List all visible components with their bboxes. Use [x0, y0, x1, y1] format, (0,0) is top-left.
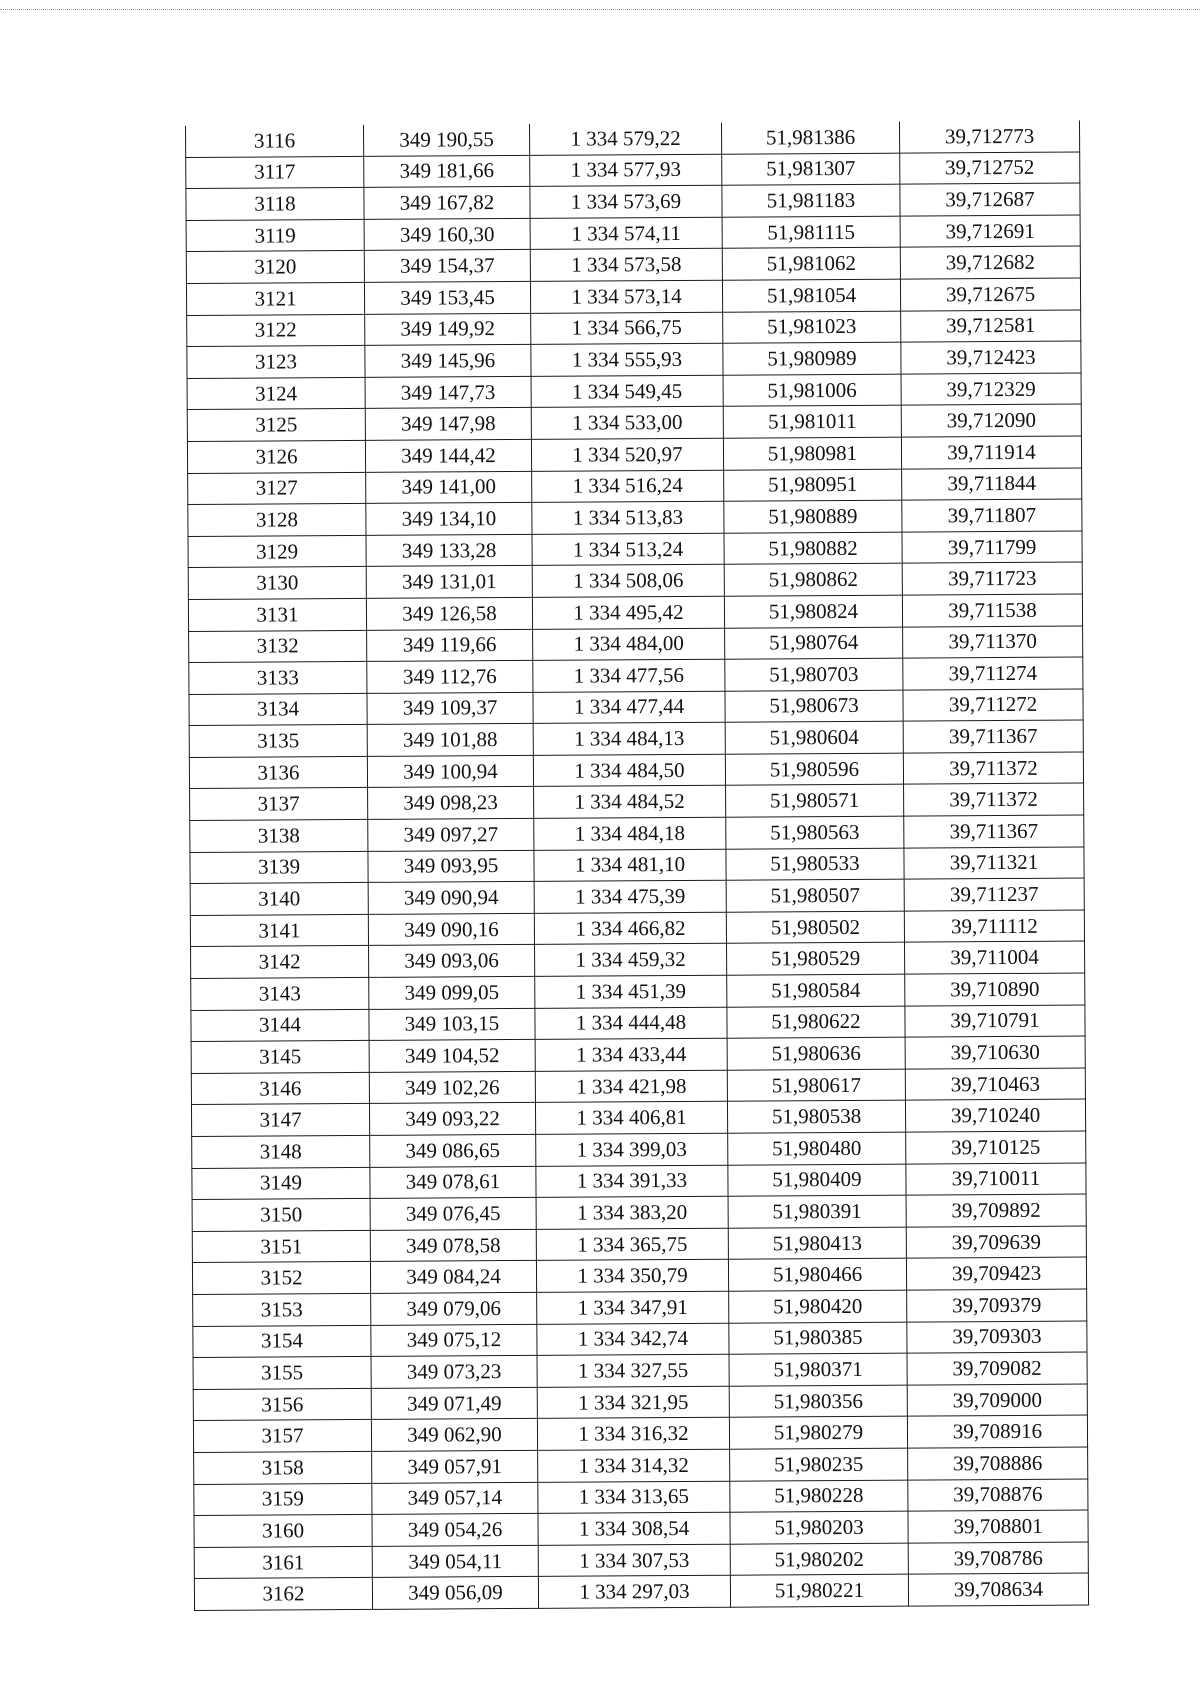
y-coordinate-cell: 1 334 484,50: [533, 754, 725, 787]
latitude-cell: 51,980889: [724, 500, 902, 533]
point-number-cell: 3162: [194, 1578, 372, 1611]
y-coordinate-cell: 1 334 314,32: [538, 1449, 730, 1482]
point-number-cell: 3154: [193, 1325, 371, 1358]
x-coordinate-cell: 349 154,37: [364, 250, 530, 283]
latitude-cell: 51,980981: [723, 437, 901, 470]
y-coordinate-cell: 1 334 477,44: [533, 691, 725, 724]
longitude-cell: 39,711807: [902, 499, 1082, 532]
y-coordinate-cell: 1 334 577,93: [530, 154, 722, 187]
y-coordinate-cell: 1 334 516,24: [532, 470, 724, 503]
longitude-cell: 39,709303: [907, 1321, 1087, 1354]
longitude-cell: 39,712675: [900, 278, 1080, 311]
x-coordinate-cell: 349 103,15: [369, 1008, 535, 1041]
point-number-cell: 3116: [185, 125, 363, 157]
longitude-cell: 39,708786: [908, 1542, 1088, 1575]
latitude-cell: 51,980235: [730, 1448, 908, 1481]
y-coordinate-cell: 1 334 444,48: [535, 1007, 727, 1040]
point-number-cell: 3133: [189, 661, 367, 694]
x-coordinate-cell: 349 131,01: [366, 566, 532, 599]
x-coordinate-cell: 349 084,24: [370, 1261, 536, 1294]
x-coordinate-cell: 349 126,58: [366, 597, 532, 630]
latitude-cell: 51,980571: [726, 785, 904, 818]
longitude-cell: 39,708886: [908, 1447, 1088, 1480]
longitude-cell: 39,711321: [904, 847, 1084, 880]
x-coordinate-cell: 349 144,42: [365, 439, 531, 472]
y-coordinate-cell: 1 334 573,14: [530, 280, 722, 313]
longitude-cell: 39,709000: [907, 1384, 1087, 1417]
x-coordinate-cell: 349 062,90: [371, 1419, 537, 1452]
point-number-cell: 3143: [191, 977, 369, 1010]
point-number-cell: 3141: [190, 914, 368, 947]
point-number-cell: 3130: [188, 567, 366, 600]
latitude-cell: 51,980203: [730, 1511, 908, 1544]
point-number-cell: 3149: [192, 1167, 370, 1200]
point-number-cell: 3131: [188, 598, 366, 631]
y-coordinate-cell: 1 334 459,32: [535, 944, 727, 977]
point-number-cell: 3142: [191, 946, 369, 979]
point-number-cell: 3153: [193, 1293, 371, 1326]
point-number-cell: 3123: [187, 346, 365, 379]
y-coordinate-cell: 1 334 451,39: [535, 975, 727, 1008]
longitude-cell: 39,712691: [900, 215, 1080, 248]
latitude-cell: 51,981006: [723, 374, 901, 407]
longitude-cell: 39,710890: [905, 973, 1085, 1006]
y-coordinate-cell: 1 334 520,97: [531, 438, 723, 471]
x-coordinate-cell: 349 098,23: [368, 787, 534, 820]
longitude-cell: 39,711272: [903, 689, 1083, 722]
table-row: [194, 1573, 1088, 1610]
longitude-cell: 39,711367: [904, 815, 1084, 848]
point-number-cell: 3137: [190, 788, 368, 821]
latitude-cell: 51,981386: [721, 122, 899, 154]
latitude-cell: 51,980221: [730, 1574, 908, 1607]
latitude-cell: 51,980356: [729, 1385, 907, 1418]
y-coordinate-cell: 1 334 421,98: [535, 1070, 727, 1103]
latitude-cell: 51,980636: [727, 1037, 905, 1070]
x-coordinate-cell: 349 073,23: [371, 1356, 537, 1389]
y-coordinate-cell: 1 334 383,20: [536, 1196, 728, 1229]
latitude-cell: 51,980420: [729, 1290, 907, 1323]
point-number-cell: 3125: [187, 409, 365, 442]
point-number-cell: 3126: [187, 440, 365, 473]
point-number-cell: 3117: [186, 156, 364, 189]
x-coordinate-cell: 349 099,05: [369, 976, 535, 1009]
x-coordinate-cell: 349 076,45: [370, 1198, 536, 1231]
longitude-cell: 39,712687: [900, 183, 1080, 216]
point-number-cell: 3159: [194, 1483, 372, 1516]
x-coordinate-cell: 349 109,37: [367, 692, 533, 725]
longitude-cell: 39,709379: [907, 1289, 1087, 1322]
x-coordinate-cell: 349 093,22: [369, 1103, 535, 1136]
point-number-cell: 3124: [187, 377, 365, 410]
point-number-cell: 3161: [194, 1546, 372, 1579]
point-number-cell: 3152: [192, 1262, 370, 1295]
y-coordinate-cell: 1 334 533,00: [531, 407, 723, 440]
x-coordinate-cell: 349 090,16: [368, 913, 534, 946]
y-coordinate-cell: 1 334 316,32: [537, 1418, 729, 1451]
x-coordinate-cell: 349 167,82: [364, 187, 530, 220]
point-number-cell: 3158: [194, 1451, 372, 1484]
point-number-cell: 3132: [189, 630, 367, 663]
x-coordinate-cell: 349 078,61: [370, 1166, 536, 1199]
longitude-cell: 39,712752: [900, 152, 1080, 185]
y-coordinate-cell: 1 334 513,24: [532, 533, 724, 566]
x-coordinate-cell: 349 104,52: [369, 1040, 535, 1073]
y-coordinate-cell: 1 334 573,69: [530, 185, 722, 218]
latitude-cell: 51,980951: [724, 469, 902, 502]
scan-top-edge: [0, 9, 1200, 10]
x-coordinate-cell: 349 078,58: [370, 1229, 536, 1262]
point-number-cell: 3151: [192, 1230, 370, 1263]
y-coordinate-cell: 1 334 466,82: [534, 912, 726, 945]
point-number-cell: 3138: [190, 819, 368, 852]
x-coordinate-cell: 349 090,94: [368, 882, 534, 915]
point-number-cell: 3134: [189, 693, 367, 726]
latitude-cell: 51,980824: [724, 595, 902, 628]
latitude-cell: 51,980413: [728, 1227, 906, 1260]
x-coordinate-cell: 349 160,30: [364, 218, 530, 251]
y-coordinate-cell: 1 334 327,55: [537, 1354, 729, 1387]
point-number-cell: 3145: [191, 1041, 369, 1074]
latitude-cell: 51,981054: [722, 279, 900, 312]
latitude-cell: 51,980533: [726, 848, 904, 881]
x-coordinate-cell: 349 147,73: [365, 376, 531, 409]
point-number-cell: 3119: [186, 219, 364, 252]
longitude-cell: 39,709639: [906, 1226, 1086, 1259]
y-coordinate-cell: 1 334 573,58: [530, 249, 722, 282]
point-number-cell: 3120: [186, 251, 364, 284]
y-coordinate-cell: 1 334 433,44: [535, 1038, 727, 1071]
y-coordinate-cell: 1 334 399,03: [536, 1133, 728, 1166]
x-coordinate-cell: 349 086,65: [370, 1134, 536, 1167]
longitude-cell: 39,711370: [903, 626, 1083, 659]
longitude-cell: 39,711372: [904, 783, 1084, 816]
x-coordinate-cell: 349 093,95: [368, 850, 534, 883]
longitude-cell: 39,710125: [906, 1131, 1086, 1164]
point-number-cell: 3144: [191, 1009, 369, 1042]
longitude-cell: 39,711844: [902, 468, 1082, 501]
latitude-cell: 51,980989: [723, 342, 901, 375]
longitude-cell: 39,712329: [901, 373, 1081, 406]
x-coordinate-cell: 349 149,92: [365, 313, 531, 346]
latitude-cell: 51,980279: [729, 1416, 907, 1449]
y-coordinate-cell: 1 334 307,53: [538, 1544, 730, 1577]
x-coordinate-cell: 349 079,06: [371, 1292, 537, 1325]
longitude-cell: 39,712090: [901, 404, 1081, 437]
longitude-cell: 39,708916: [907, 1415, 1087, 1448]
latitude-cell: 51,980391: [728, 1195, 906, 1228]
y-coordinate-cell: 1 334 484,18: [534, 817, 726, 850]
longitude-cell: 39,709082: [907, 1352, 1087, 1385]
longitude-cell: 39,711799: [902, 531, 1082, 564]
y-coordinate-cell: 1 334 406,81: [535, 1102, 727, 1135]
longitude-cell: 39,712423: [901, 341, 1081, 374]
y-coordinate-cell: 1 334 350,79: [536, 1260, 728, 1293]
latitude-cell: 51,980371: [729, 1353, 907, 1386]
x-coordinate-cell: 349 145,96: [365, 345, 531, 378]
longitude-cell: 39,712773: [899, 121, 1079, 153]
coordinates-table: [185, 121, 1089, 1611]
latitude-cell: 51,981062: [722, 248, 900, 281]
latitude-cell: 51,980385: [729, 1322, 907, 1355]
y-coordinate-cell: 1 334 495,42: [532, 596, 724, 629]
y-coordinate-cell: 1 334 313,65: [538, 1481, 730, 1514]
latitude-cell: 51,980622: [727, 1006, 905, 1039]
y-coordinate-cell: 1 334 484,52: [534, 786, 726, 819]
point-number-cell: 3121: [186, 282, 364, 315]
y-coordinate-cell: 1 334 579,22: [529, 123, 721, 155]
x-coordinate-cell: 349 100,94: [367, 755, 533, 788]
point-number-cell: 3136: [189, 756, 367, 789]
point-number-cell: 3150: [192, 1199, 370, 1232]
point-number-cell: 3118: [186, 188, 364, 221]
x-coordinate-cell: 349 141,00: [366, 471, 532, 504]
longitude-cell: 39,711367: [903, 720, 1083, 753]
latitude-cell: 51,981023: [723, 311, 901, 344]
longitude-cell: 39,710240: [905, 1099, 1085, 1132]
point-number-cell: 3129: [188, 535, 366, 568]
x-coordinate-cell: 349 102,26: [369, 1071, 535, 1104]
latitude-cell: 51,980673: [725, 690, 903, 723]
latitude-cell: 51,980480: [728, 1132, 906, 1165]
longitude-cell: 39,710791: [905, 1005, 1085, 1038]
latitude-cell: 51,980507: [726, 879, 904, 912]
longitude-cell: 39,712581: [901, 310, 1081, 343]
x-coordinate-cell: 349 071,49: [371, 1387, 537, 1420]
latitude-cell: 51,980764: [725, 627, 903, 660]
longitude-cell: 39,710011: [906, 1163, 1086, 1196]
y-coordinate-cell: 1 334 475,39: [534, 880, 726, 913]
latitude-cell: 51,980466: [728, 1258, 906, 1291]
longitude-cell: 39,711237: [904, 878, 1084, 911]
y-coordinate-cell: 1 334 549,45: [531, 375, 723, 408]
x-coordinate-cell: 349 190,55: [363, 124, 529, 156]
longitude-cell: 39,711372: [903, 752, 1083, 785]
latitude-cell: 51,980502: [726, 911, 904, 944]
x-coordinate-cell: 349 133,28: [366, 534, 532, 567]
latitude-cell: 51,980617: [727, 1069, 905, 1102]
latitude-cell: 51,980409: [728, 1164, 906, 1197]
x-coordinate-cell: 349 056,09: [372, 1577, 538, 1610]
coordinates-table-body: [185, 121, 1088, 1611]
longitude-cell: 39,708634: [908, 1573, 1088, 1606]
longitude-cell: 39,711112: [904, 910, 1084, 943]
longitude-cell: 39,711538: [902, 594, 1082, 627]
point-number-cell: 3146: [191, 1072, 369, 1105]
latitude-cell: 51,980882: [724, 532, 902, 565]
point-number-cell: 3135: [189, 725, 367, 758]
latitude-cell: 51,980563: [726, 816, 904, 849]
longitude-cell: 39,711274: [903, 657, 1083, 690]
longitude-cell: 39,709892: [906, 1194, 1086, 1227]
x-coordinate-cell: 349 112,76: [367, 660, 533, 693]
x-coordinate-cell: 349 134,10: [366, 503, 532, 536]
y-coordinate-cell: 1 334 566,75: [531, 312, 723, 345]
y-coordinate-cell: 1 334 342,74: [537, 1323, 729, 1356]
longitude-cell: 39,710463: [905, 1068, 1085, 1101]
y-coordinate-cell: 1 334 555,93: [531, 343, 723, 376]
point-number-cell: 3147: [191, 1104, 369, 1137]
latitude-cell: 51,980529: [727, 943, 905, 976]
longitude-cell: 39,711723: [902, 562, 1082, 595]
point-number-cell: 3155: [193, 1357, 371, 1390]
x-coordinate-cell: 349 097,27: [368, 818, 534, 851]
latitude-cell: 51,981183: [722, 184, 900, 217]
latitude-cell: 51,981115: [722, 216, 900, 249]
point-number-cell: 3127: [188, 472, 366, 505]
point-number-cell: 3156: [193, 1388, 371, 1421]
point-number-cell: 3157: [193, 1420, 371, 1453]
latitude-cell: 51,980862: [724, 563, 902, 596]
latitude-cell: 51,980538: [727, 1101, 905, 1134]
point-number-cell: 3140: [190, 883, 368, 916]
latitude-cell: 51,980596: [725, 753, 903, 786]
latitude-cell: 51,981011: [723, 405, 901, 438]
point-number-cell: 3128: [188, 504, 366, 537]
y-coordinate-cell: 1 334 574,11: [530, 217, 722, 250]
point-number-cell: 3139: [190, 851, 368, 884]
x-coordinate-cell: 349 057,91: [372, 1450, 538, 1483]
y-coordinate-cell: 1 334 484,00: [533, 628, 725, 661]
y-coordinate-cell: 1 334 321,95: [537, 1386, 729, 1419]
y-coordinate-cell: 1 334 481,10: [534, 849, 726, 882]
y-coordinate-cell: 1 334 477,56: [533, 659, 725, 692]
y-coordinate-cell: 1 334 365,75: [536, 1228, 728, 1261]
x-coordinate-cell: 349 054,26: [372, 1513, 538, 1546]
longitude-cell: 39,708801: [908, 1510, 1088, 1543]
latitude-cell: 51,980604: [725, 721, 903, 754]
x-coordinate-cell: 349 093,06: [369, 945, 535, 978]
longitude-cell: 39,711914: [901, 436, 1081, 469]
latitude-cell: 51,980584: [727, 974, 905, 1007]
longitude-cell: 39,710630: [905, 1036, 1085, 1069]
x-coordinate-cell: 349 147,98: [365, 408, 531, 441]
x-coordinate-cell: 349 101,88: [367, 724, 533, 757]
point-number-cell: 3160: [194, 1515, 372, 1548]
latitude-cell: 51,980228: [730, 1480, 908, 1513]
y-coordinate-cell: 1 334 347,91: [537, 1291, 729, 1324]
y-coordinate-cell: 1 334 297,03: [538, 1576, 730, 1609]
x-coordinate-cell: 349 054,11: [372, 1545, 538, 1578]
x-coordinate-cell: 349 057,14: [372, 1482, 538, 1515]
x-coordinate-cell: 349 119,66: [367, 629, 533, 662]
longitude-cell: 39,711004: [905, 941, 1085, 974]
point-number-cell: 3122: [187, 314, 365, 347]
longitude-cell: 39,712682: [900, 246, 1080, 279]
latitude-cell: 51,981307: [722, 153, 900, 186]
longitude-cell: 39,709423: [906, 1257, 1086, 1290]
y-coordinate-cell: 1 334 513,83: [532, 501, 724, 534]
x-coordinate-cell: 349 075,12: [371, 1324, 537, 1357]
x-coordinate-cell: 349 181,66: [364, 155, 530, 188]
latitude-cell: 51,980703: [725, 658, 903, 691]
y-coordinate-cell: 1 334 391,33: [536, 1165, 728, 1198]
longitude-cell: 39,708876: [908, 1479, 1088, 1512]
y-coordinate-cell: 1 334 308,54: [538, 1512, 730, 1545]
y-coordinate-cell: 1 334 508,06: [532, 565, 724, 598]
latitude-cell: 51,980202: [730, 1543, 908, 1576]
y-coordinate-cell: 1 334 484,13: [533, 722, 725, 755]
point-number-cell: 3148: [192, 1135, 370, 1168]
x-coordinate-cell: 349 153,45: [364, 281, 530, 314]
